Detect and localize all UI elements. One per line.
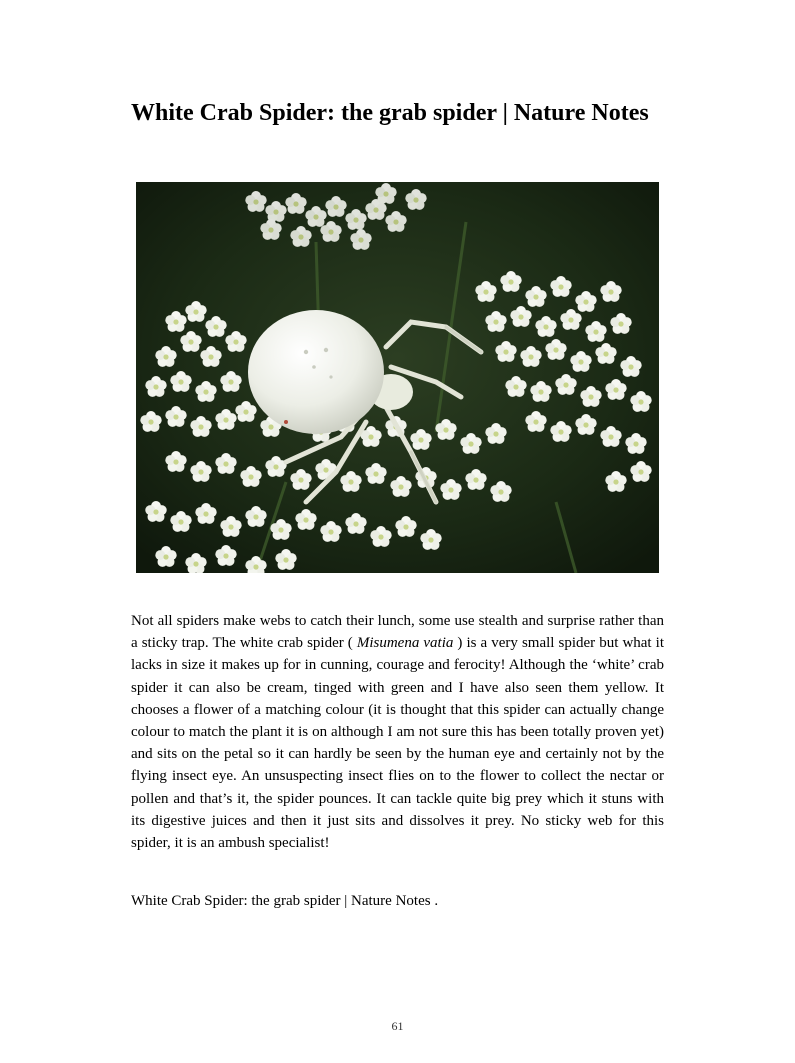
page-title: White Crab Spider: the grab spider | Nature Notes bbox=[131, 100, 649, 126]
article-body-intro: Not all spiders make webs to catch their lunch, some use stealth and surprise rather than a sticky trap. The white crab spider ( bbox=[131, 613, 664, 652]
species-name: Misumena vatia bbox=[356, 635, 454, 652]
source-citation: White Crab Spider: the grab spider | Nature Notes . bbox=[131, 893, 439, 909]
page-number: 61 bbox=[391, 1019, 404, 1033]
crab-spider-photo bbox=[136, 182, 659, 573]
article-body bbox=[131, 610, 664, 854]
article-body-main: ) is a very small spider but what it lacks in size it makes up for in cunning, courage and ferocity! Although the ‘white’ crab spider it can also be cream, tinged with green and I have also seen them yellow. It chooses a flower of a matching colour (it is thought that this spider can actually change colour to match the plant it is on although I am not sure this has been totally proven yet) and sits on the petal so it can hardly be seen by the human eye and certainly not by the flying insect eye. An unsuspecting insect flies on to the flower to collect the nectar or pollen and that’s it, the spider pounces. It can tackle quite big prey which it stuns with its digestive juices and then it just sits and dissolves it prey. No sticky web for this spider, it is an ambush specialist! bbox=[131, 635, 664, 852]
